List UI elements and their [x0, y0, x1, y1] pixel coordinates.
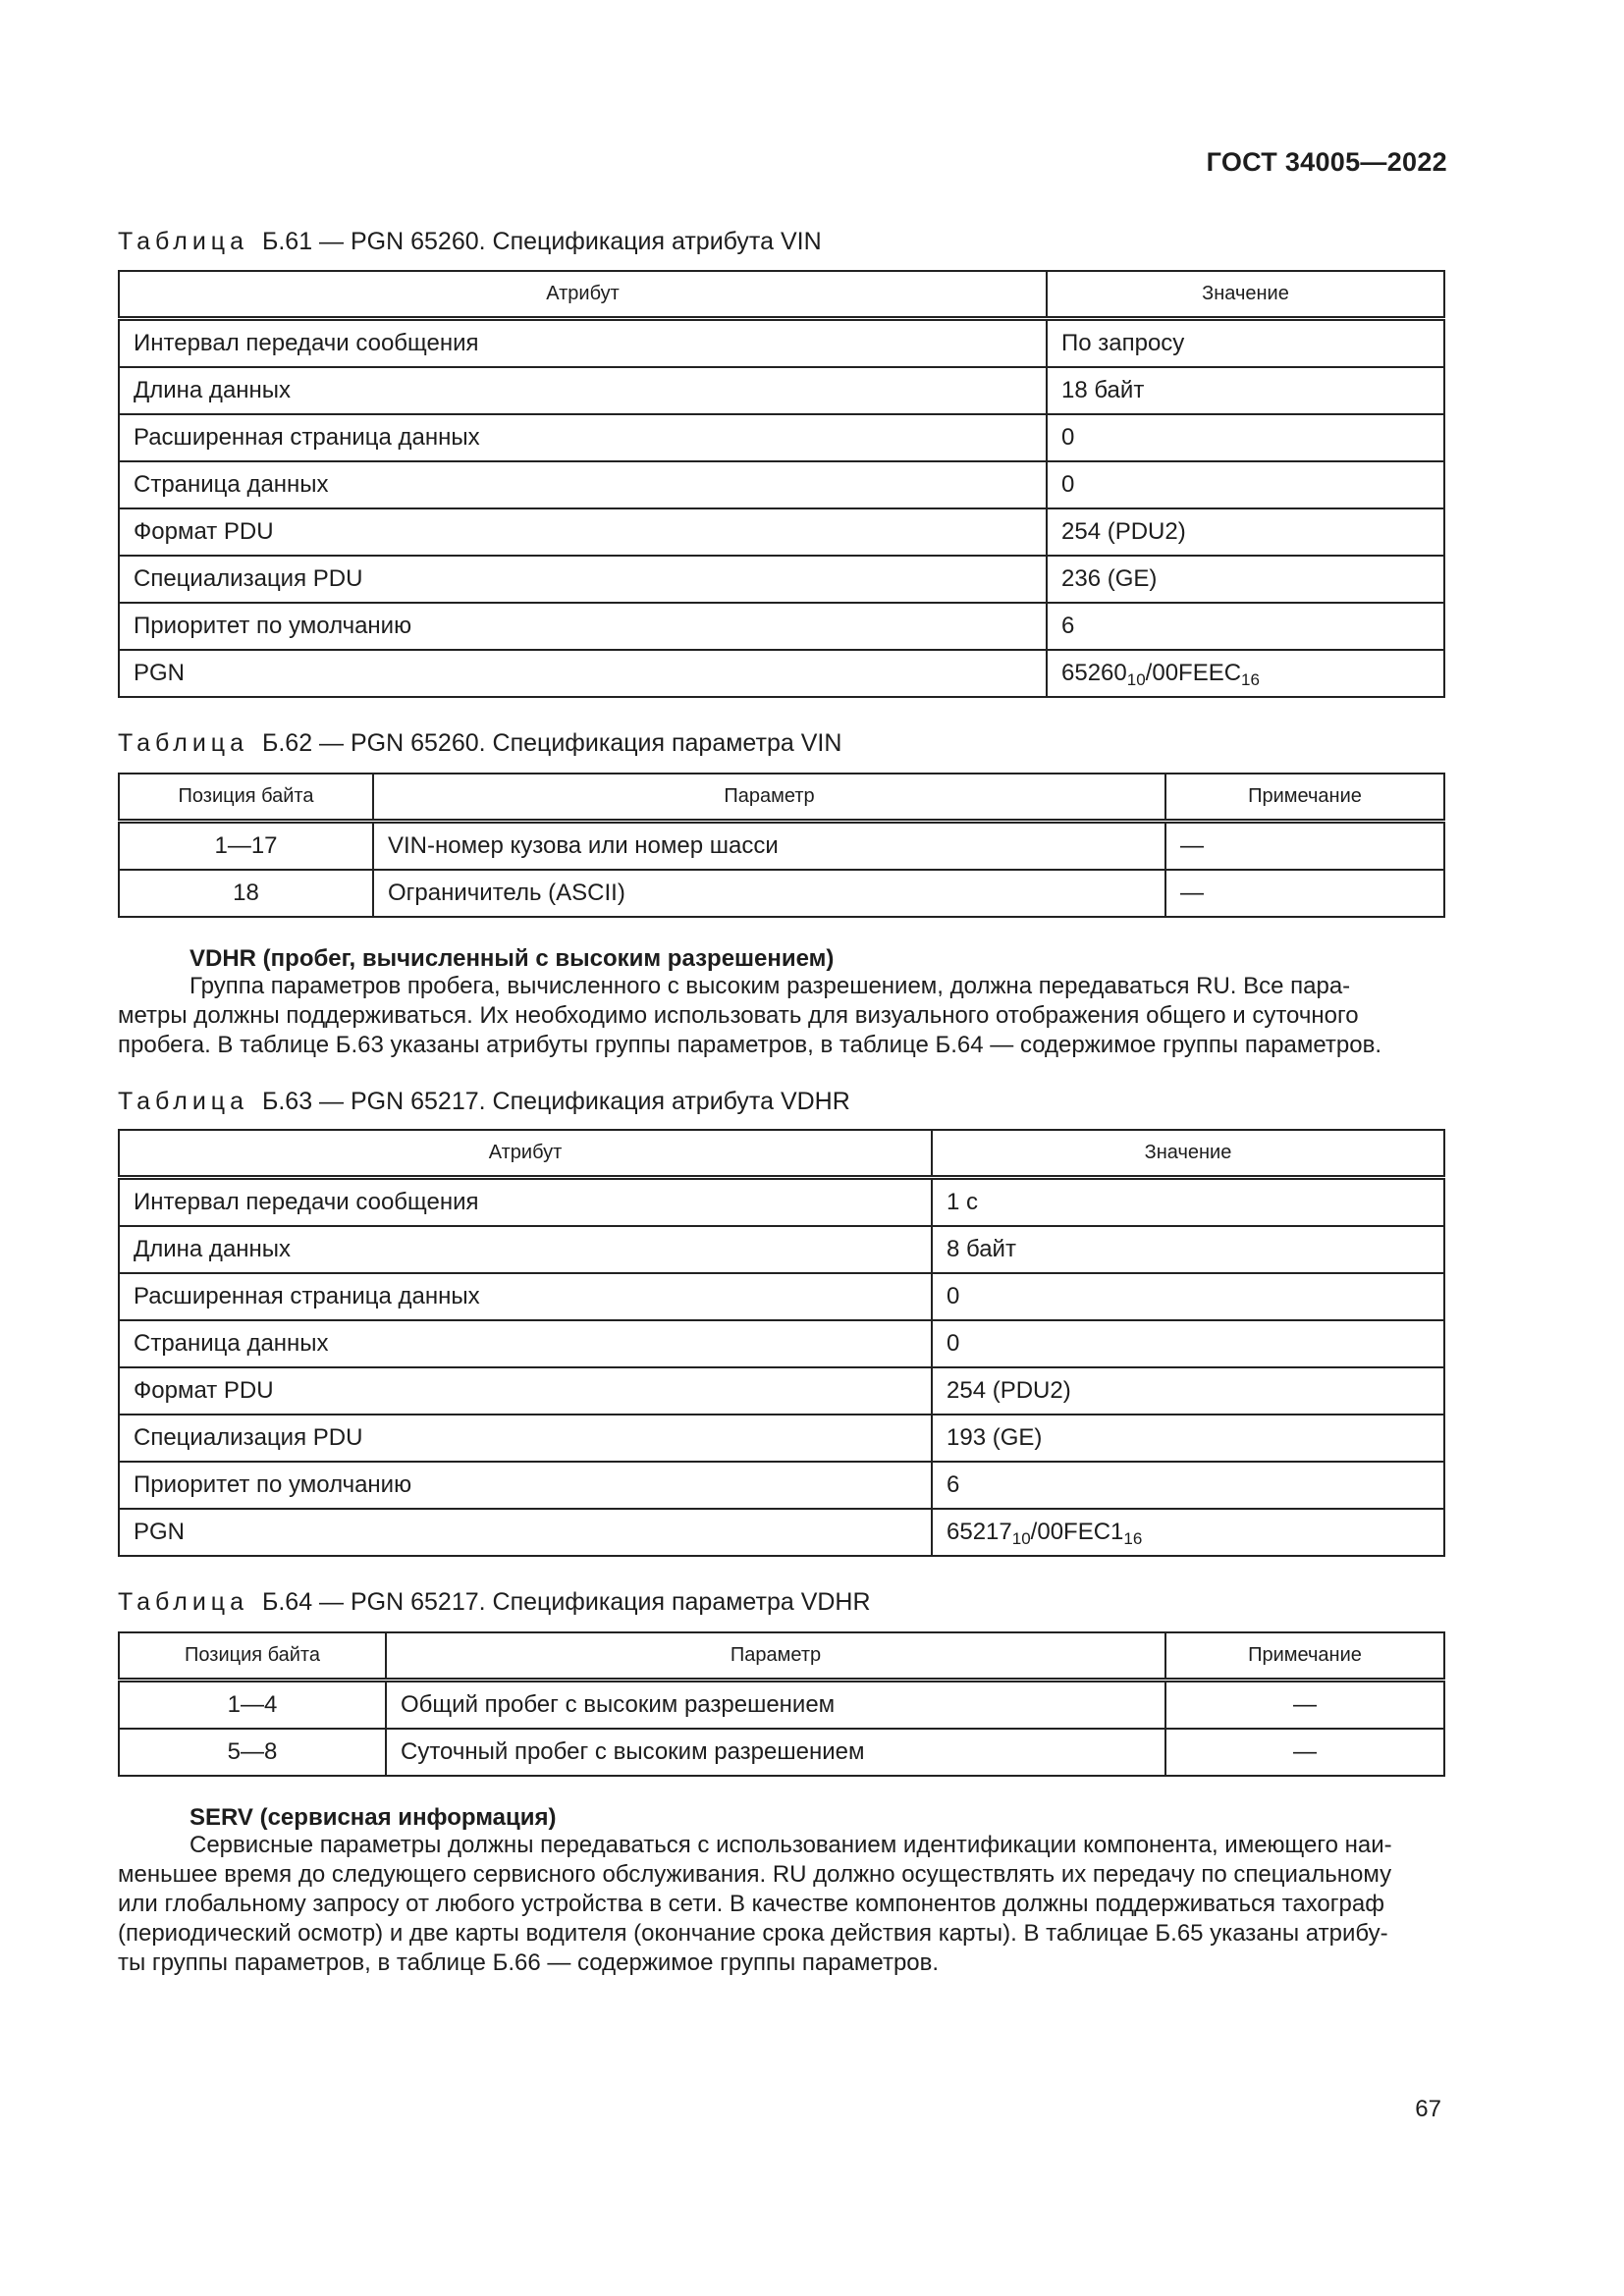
- table-64-caption-text: Б.64 — PGN 65217. Спецификация параметра VDHR: [261, 1588, 871, 1616]
- attr-cell: Страница данных: [119, 461, 1047, 508]
- table-62-col-note: Примечание: [1165, 774, 1444, 822]
- table-64: [118, 1631, 1445, 1777]
- attr-cell: Интервал передачи сообщения: [119, 1178, 932, 1227]
- pgn-decimal: 65217: [947, 1519, 1012, 1545]
- table-62-caption-text: Б.62 — PGN 65260. Спецификация параметра VIN: [261, 729, 842, 757]
- pos-cell: 18: [119, 870, 373, 917]
- table-row: [119, 1415, 1444, 1462]
- table-62-caption-word: Таблица: [118, 729, 249, 757]
- value-cell: По запросу: [1047, 319, 1444, 368]
- pos-cell: 1—4: [119, 1681, 386, 1730]
- value-cell: 1 с: [932, 1178, 1444, 1227]
- table-63-caption-text: Б.63 — PGN 65217. Спецификация атрибута VDHR: [261, 1088, 850, 1115]
- attr-cell: Расширенная страница данных: [119, 1273, 932, 1320]
- param-cell: Суточный пробег с высоким разрешением: [386, 1729, 1165, 1776]
- note-cell: —: [1165, 1729, 1444, 1776]
- table-row: [119, 414, 1444, 461]
- table-row: [119, 1509, 1444, 1556]
- pos-cell: 1—17: [119, 822, 373, 871]
- table-row: [119, 870, 1444, 917]
- table-62-header-row: [119, 774, 1444, 822]
- pgn-hex-base: 16: [1123, 1529, 1143, 1548]
- table-row: [119, 461, 1444, 508]
- table-row: [119, 650, 1444, 697]
- pgn-value-cell: [1047, 650, 1444, 697]
- attr-cell: Формат PDU: [119, 1367, 932, 1415]
- attr-cell: Расширенная страница данных: [119, 414, 1047, 461]
- value-cell: 254 (PDU2): [932, 1367, 1444, 1415]
- value-cell: 6: [932, 1462, 1444, 1509]
- value-cell: 254 (PDU2): [1047, 508, 1444, 556]
- table-63-header-row: [119, 1130, 1444, 1178]
- param-cell: VIN-номер кузова или номер шасси: [373, 822, 1165, 871]
- table-row: [119, 508, 1444, 556]
- value-cell: 8 байт: [932, 1226, 1444, 1273]
- attr-cell: Формат PDU: [119, 508, 1047, 556]
- pgn-decimal: 65260: [1061, 660, 1127, 686]
- page-number: 67: [1415, 2096, 1441, 2122]
- pgn-hex: /00FEEC: [1145, 660, 1242, 686]
- pgn-decimal-base: 10: [1126, 670, 1146, 689]
- table-64-header-row: [119, 1632, 1444, 1681]
- table-row: [119, 1320, 1444, 1367]
- pos-cell: 5—8: [119, 1729, 386, 1776]
- attr-cell: Приоритет по умолчанию: [119, 603, 1047, 650]
- table-62-col-param: Параметр: [373, 774, 1165, 822]
- table-61-caption-text: Б.61 — PGN 65260. Спецификация атрибута VIN: [261, 228, 822, 255]
- document-header: ГОСТ 34005—2022: [1206, 147, 1447, 177]
- param-cell: Ограничитель (ASCII): [373, 870, 1165, 917]
- table-row: [119, 1681, 1444, 1730]
- table-61-col-attr: Атрибут: [119, 271, 1047, 319]
- table-64-caption-word: Таблица: [118, 1588, 249, 1616]
- param-cell: Общий пробег с высоким разрешением: [386, 1681, 1165, 1730]
- attr-cell: Длина данных: [119, 1226, 932, 1273]
- table-row: [119, 1273, 1444, 1320]
- table-63-col-attr: Атрибут: [119, 1130, 932, 1178]
- table-row: [119, 822, 1444, 871]
- table-row: [119, 556, 1444, 603]
- table-63: [118, 1129, 1445, 1557]
- serv-paragraph: [118, 1831, 1443, 1978]
- paragraph-line: Сервисные параметры должны передаваться с использованием идентификации компонента, имеющего наи-: [189, 1832, 1392, 1858]
- table-62-caption: [118, 731, 841, 756]
- table-row: [119, 1462, 1444, 1509]
- pgn-value-cell: [932, 1509, 1444, 1556]
- paragraph-line: метры должны поддерживаться. Их необходимо использовать для визуального отображения общего и суточного: [118, 1002, 1359, 1029]
- paragraph-line: или глобальному запросу от любого устройства в сети. В качестве компонентов должны поддерживаться тахограф: [118, 1891, 1384, 1917]
- attr-cell: Приоритет по умолчанию: [119, 1462, 932, 1509]
- value-cell: 236 (GE): [1047, 556, 1444, 603]
- table-64-col-note: Примечание: [1165, 1632, 1444, 1681]
- note-cell: —: [1165, 1681, 1444, 1730]
- table-61: [118, 270, 1445, 698]
- value-cell: 6: [1047, 603, 1444, 650]
- attr-cell: Интервал передачи сообщения: [119, 319, 1047, 368]
- table-63-col-value: Значение: [932, 1130, 1444, 1178]
- attr-cell: Специализация PDU: [119, 556, 1047, 603]
- table-row: [119, 603, 1444, 650]
- attr-cell: Длина данных: [119, 367, 1047, 414]
- value-cell: 18 байт: [1047, 367, 1444, 414]
- serv-heading: SERV (сервисная информация): [189, 1804, 557, 1831]
- pgn-decimal-base: 10: [1011, 1529, 1031, 1548]
- value-cell: 0: [1047, 461, 1444, 508]
- paragraph-line: ты группы параметров, в таблице Б.66 — содержимое группы параметров.: [118, 1949, 940, 1976]
- paragraph-line: Группа параметров пробега, вычисленного с высоким разрешением, должна передаваться RU. Все пара-: [189, 973, 1351, 999]
- value-cell: 0: [1047, 414, 1444, 461]
- table-61-header-row: [119, 271, 1444, 319]
- paragraph-line: меньшее время до следующего сервисного обслуживания. RU должно осуществлять их передачу по специальному: [118, 1861, 1392, 1888]
- value-cell: 0: [932, 1320, 1444, 1367]
- value-cell: 0: [932, 1273, 1444, 1320]
- table-64-col-pos: Позиция байта: [119, 1632, 386, 1681]
- table-63-caption-word: Таблица: [118, 1088, 249, 1115]
- table-63-caption: [118, 1090, 850, 1114]
- table-row: [119, 319, 1444, 368]
- table-62-col-pos: Позиция байта: [119, 774, 373, 822]
- paragraph-line: пробега. В таблице Б.63 указаны атрибуты группы параметров, в таблице Б.64 — содержимое группы параметров.: [118, 1032, 1382, 1058]
- table-61-caption: [118, 230, 822, 254]
- table-row: [119, 1367, 1444, 1415]
- paragraph-line: (периодический осмотр) и две карты водителя (окончание срока действия карты). В таблицае Б.65 указаны атрибу-: [118, 1920, 1388, 1947]
- table-62: [118, 773, 1445, 918]
- pgn-hex-base: 16: [1241, 670, 1260, 689]
- table-row: [119, 1178, 1444, 1227]
- pgn-hex: /00FEC1: [1030, 1519, 1124, 1545]
- table-row: [119, 1226, 1444, 1273]
- attr-cell: Специализация PDU: [119, 1415, 932, 1462]
- attr-cell: PGN: [119, 1509, 932, 1556]
- vdhr-paragraph: [118, 972, 1443, 1060]
- note-cell: —: [1165, 822, 1444, 871]
- table-64-col-param: Параметр: [386, 1632, 1165, 1681]
- table-row: [119, 1729, 1444, 1776]
- vdhr-heading: VDHR (пробег, вычисленный с высоким разрешением): [189, 945, 835, 972]
- note-cell: —: [1165, 870, 1444, 917]
- table-61-col-value: Значение: [1047, 271, 1444, 319]
- attr-cell: PGN: [119, 650, 1047, 697]
- table-64-caption: [118, 1590, 871, 1615]
- table-61-caption-word: Таблица: [118, 228, 249, 255]
- table-row: [119, 367, 1444, 414]
- attr-cell: Страница данных: [119, 1320, 932, 1367]
- value-cell: 193 (GE): [932, 1415, 1444, 1462]
